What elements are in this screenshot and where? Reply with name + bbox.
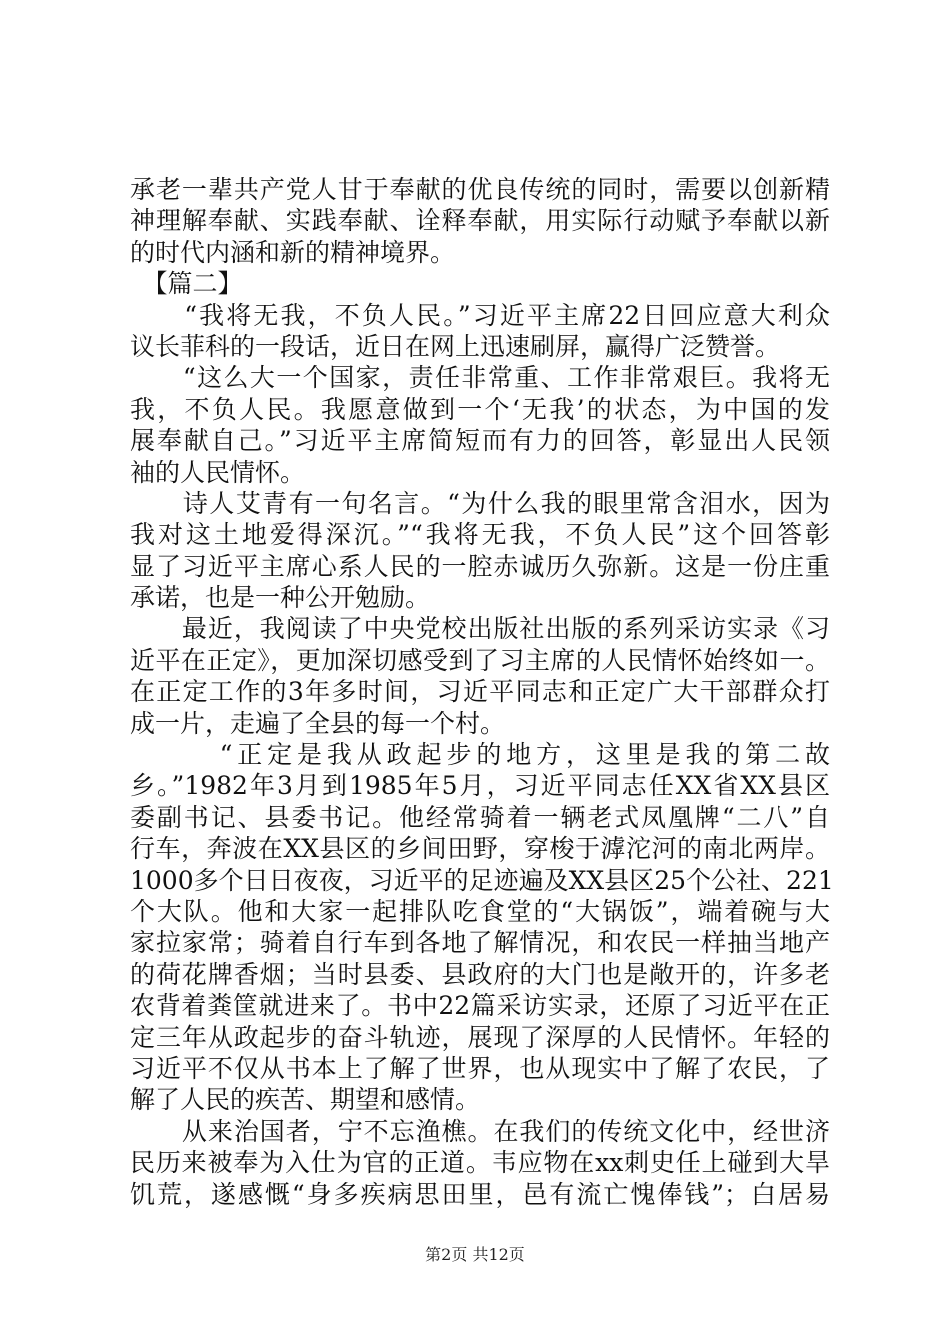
text-line: 民历来被奉为入仕为官的正道。韦应物在xx刺史任上碰到大旱 bbox=[130, 1148, 830, 1178]
text-line: 在正定工作的3年多时间，习近平同志和正定广大干部群众打 bbox=[130, 677, 830, 707]
text-line: 1000多个日日夜夜，习近平的足迹遍及XX县区25个公社、221 bbox=[130, 865, 834, 895]
text-line: “我将无我，不负人民。”习近平主席22日回应意大利众 bbox=[130, 300, 830, 330]
text-line: 诗人艾青有一句名言。“为什么我的眼里常含泪水，因为 bbox=[130, 488, 830, 518]
text-line: 委副书记、县委书记。他经常骑着一辆老式凤凰牌“二八”自 bbox=[130, 802, 830, 832]
text-line: 乡。”1982年3月到1985年5月，习近平同志任XX省XX县区 bbox=[130, 771, 830, 801]
text-line: 饥荒，遂感慨“身多疾病思田里，邑有流亡愧俸钱”；白居易 bbox=[130, 1179, 830, 1209]
text-line: 行车，奔波在XX县区的乡间田野，穿梭于滹沱河的南北两岸。 bbox=[130, 834, 830, 864]
text-line: 神理解奉献、实践奉献、诠释奉献，用实际行动赋予奉献以新 bbox=[130, 206, 830, 236]
text-line: 农背着粪筐就进来了。书中22篇采访实录，还原了习近平在正 bbox=[130, 991, 830, 1021]
text-line: 解了人民的疾苦、期望和感情。 bbox=[130, 1085, 481, 1115]
text-line: 个大队。他和大家一起排队吃食堂的“大锅饭”，端着碗与大 bbox=[130, 896, 830, 926]
section-heading: 【篇二】 bbox=[130, 269, 243, 299]
text-line: 展奉献自己。”习近平主席简短而有力的回答，彰显出人民领 bbox=[130, 426, 830, 456]
text-line: 最近，我阅读了中央党校出版社出版的系列采访实录《习 bbox=[130, 614, 830, 644]
text-line: 我对这土地爱得深沉。”“我将无我，不负人民”这个回答彰 bbox=[130, 520, 830, 550]
document-body bbox=[130, 174, 834, 1210]
page-footer bbox=[0, 1245, 950, 1265]
text-line: 袖的人民情怀。 bbox=[130, 457, 306, 487]
text-line: 的时代内涵和新的精神境界。 bbox=[130, 237, 456, 267]
text-line: 的荷花牌香烟；当时县委、县政府的大门也是敞开的，许多老 bbox=[130, 959, 830, 989]
text-line: 习近平不仅从书本上了解了世界，也从现实中了解了农民，了 bbox=[130, 1053, 830, 1083]
text-line: 从来治国者，宁不忘渔樵。在我们的传统文化中，经世济 bbox=[130, 1116, 830, 1146]
text-line: 家拉家常；骑着自行车到各地了解情况，和农民一样抽当地产 bbox=[130, 928, 830, 958]
text-line: 议长菲科的一段话，近日在网上迅速刷屏，赢得广泛赞誉。 bbox=[130, 331, 781, 361]
text-line: 近平在正定》，更加深切感受到了习主席的人民情怀始终如一。 bbox=[130, 645, 830, 675]
text-line: “正定是我从政起步的地方，这里是我的第二故 bbox=[130, 740, 830, 770]
text-line: 承诺，也是一种公开勉励。 bbox=[130, 583, 431, 613]
text-line: 我，不负人民。我愿意做到一个‘无我’的状态，为中国的发 bbox=[130, 394, 830, 424]
text-line: 成一片，走遍了全县的每一个村。 bbox=[130, 708, 506, 738]
text-line: 定三年从政起步的奋斗轨迹，展现了深厚的人民情怀。年轻的 bbox=[130, 1022, 830, 1052]
text-line: 显了习近平主席心系人民的一腔赤诚历久弥新。这是一份庄重 bbox=[130, 551, 830, 581]
text-line: 承老一辈共产党人甘于奉献的优良传统的同时，需要以创新精 bbox=[130, 175, 830, 204]
page-number-label: 第2页 共12页 bbox=[425, 1245, 525, 1264]
text-line: “这么大一个国家，责任非常重、工作非常艰巨。我将无 bbox=[130, 363, 830, 393]
